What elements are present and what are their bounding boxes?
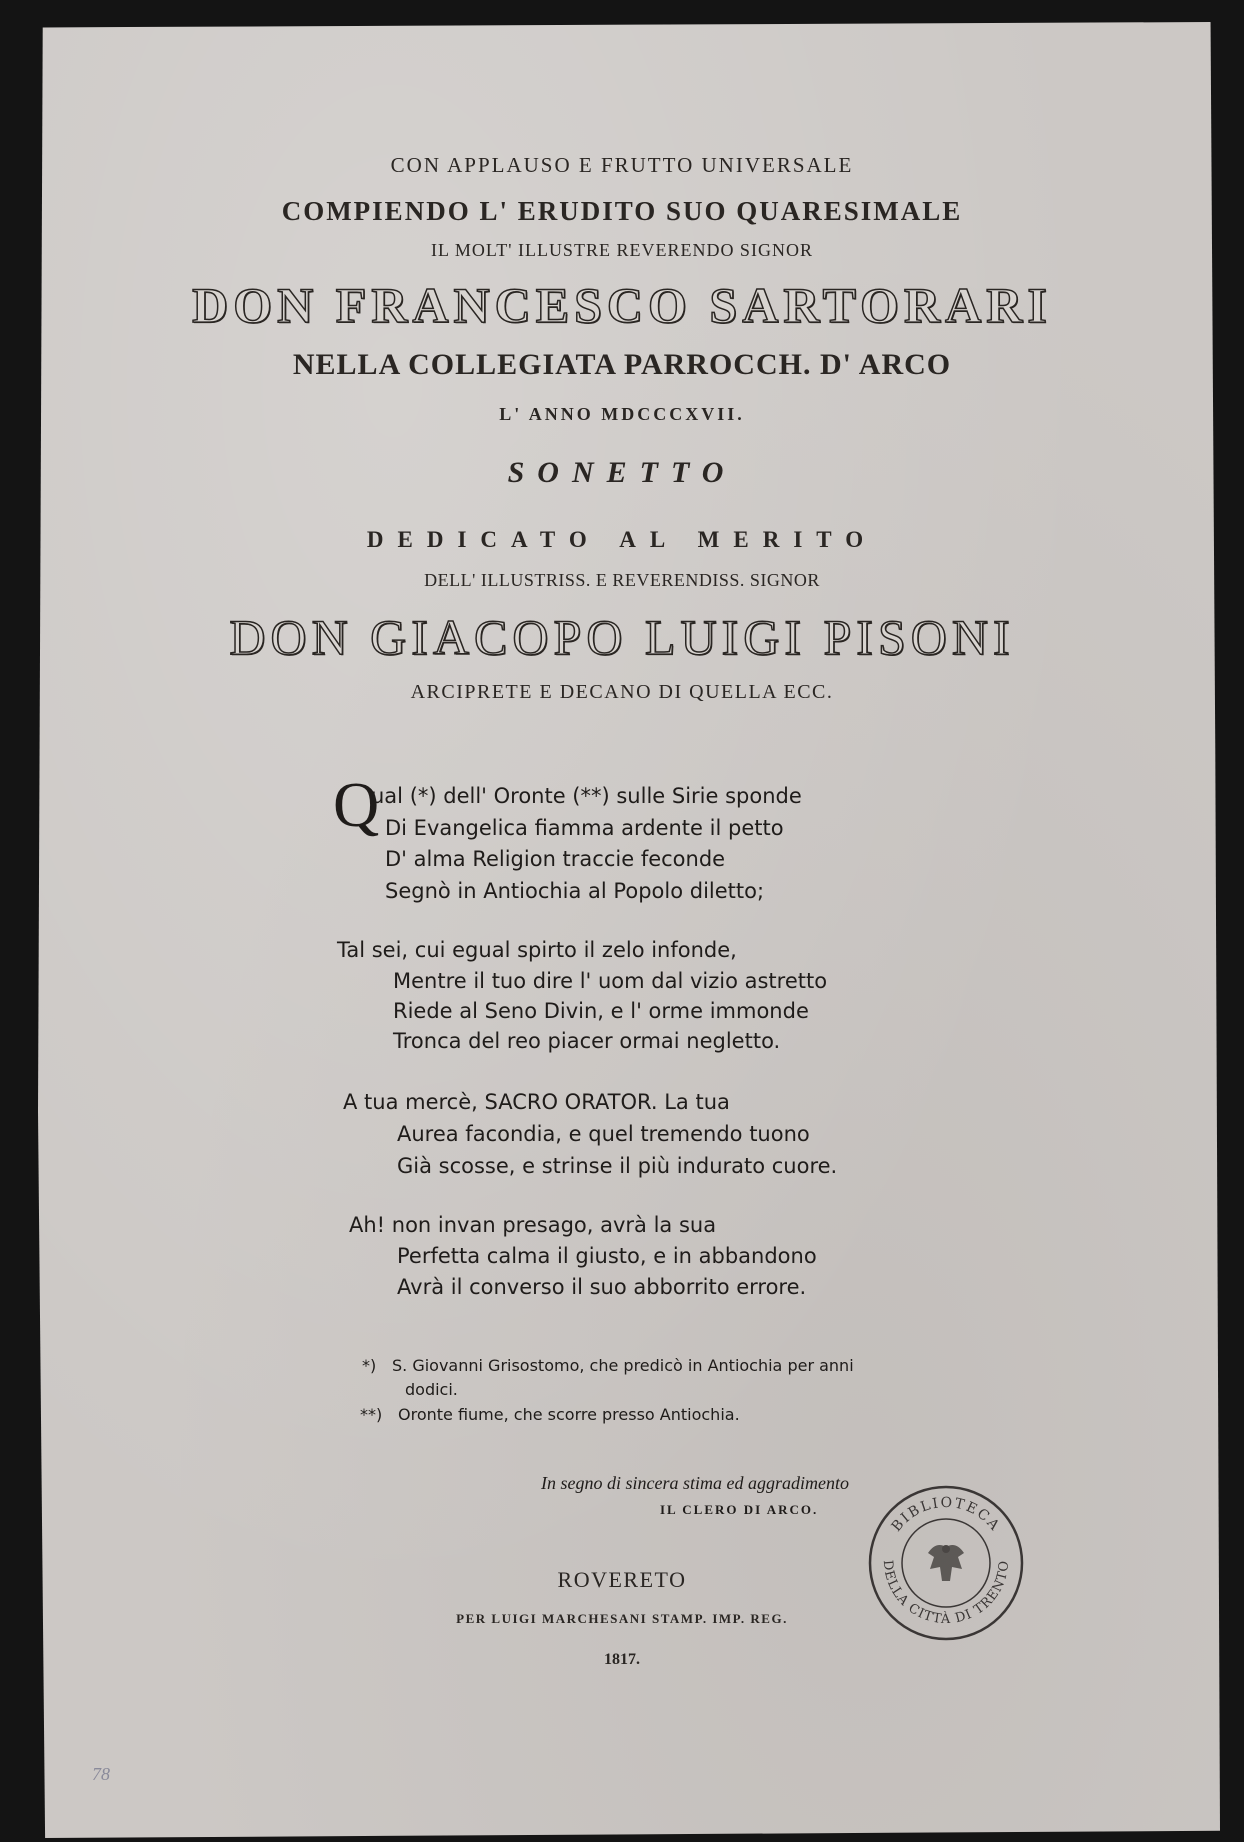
poem-line: Di Evangelica fiamma ardente il petto	[385, 816, 784, 840]
poem-line: Ah! non invan presago, avrà la sua	[349, 1213, 717, 1237]
pencil-note: 78	[92, 1764, 110, 1784]
poem-line: D' alma Religion traccie feconde	[385, 847, 726, 871]
footnote-2-text: Oronte fiume, che scorre presso Antiochia.	[398, 1405, 740, 1424]
svg-text:BIBLIOTECA	[889, 1495, 1004, 1535]
poem-line: Già scosse, e strinse il più indurato cuore.	[397, 1154, 838, 1178]
header-line-3: IL MOLT' ILLUSTRE REVERENDO SIGNOR	[431, 240, 813, 260]
drop-cap: Q	[333, 769, 380, 840]
dedication-line: DEDICATO AL MERITO	[366, 527, 878, 552]
dedicatee-name: DON GIACOPO LUIGI PISONI	[229, 609, 1015, 665]
poem-line: Tronca del reo piacer ormai negletto.	[393, 1029, 781, 1053]
poem-line: Mentre il tuo dire l' uom dal vizio astretto	[393, 969, 828, 993]
imprint-printer: PER LUIGI MARCHESANI STAMP. IMP. REG.	[456, 1611, 788, 1626]
header-line-9: DELL' ILLUSTRISS. E REVERENDISS. SIGNOR	[424, 570, 820, 590]
poem-line: ual (*) dell' Oronte (**) sulle Sirie sponde	[371, 784, 802, 808]
sonnet-title: SONETTO	[507, 456, 737, 489]
header-line-11: ARCIPRETE E DECANO DI QUELLA ECC.	[410, 681, 834, 703]
header-line-5: NELLA COLLEGIATA PARROCCH. D' ARCO	[292, 348, 952, 381]
footnote-1-mark: *)	[362, 1356, 377, 1375]
header-line-1: CON APPLAUSO E FRUTTO UNIVERSALE	[390, 153, 854, 177]
footnote-1-text: S. Giovanni Grisostomo, che predicò in Antiochia per anni	[392, 1356, 854, 1375]
poem-line: Perfetta calma il giusto, e in abbandono	[397, 1244, 817, 1268]
poem-line: Riede al Seno Divin, e l' orme immonde	[393, 999, 809, 1023]
signature-dedication: In segno di sincera stima ed aggradimento	[541, 1473, 849, 1493]
footnote-1-continuation: dodici.	[405, 1380, 458, 1399]
footnote-2-mark: **)	[360, 1405, 383, 1424]
poem-line: Aurea facondia, e quel tremendo tuono	[397, 1122, 810, 1146]
poem-line: Tal sei, cui egual spirto il zelo infonde,	[337, 938, 737, 962]
imprint-year: 1817.	[604, 1651, 640, 1668]
signature-author: IL CLERO DI ARCO.	[660, 1502, 819, 1517]
poem-line: Segnò in Antiochia al Popolo diletto;	[385, 879, 765, 903]
header-line-2: COMPIENDO L' ERUDITO SUO QUARESIMALE	[281, 196, 963, 226]
poem-line: A tua mercè, SACRO ORATOR. La tua	[343, 1090, 730, 1114]
stamp-text-top: BIBLIOTECA	[888, 1494, 1004, 1535]
honoree-name: DON FRANCESCO SARTORARI	[192, 277, 1052, 333]
imprint-city: ROVERETO	[557, 1567, 687, 1592]
poem-line: Avrà il converso il suo abborrito errore.	[397, 1275, 807, 1299]
stamp-text-bottom: DELLA CITTÀ DI TRENTO	[879, 1559, 1013, 1628]
year-line: L' ANNO MDCCCXVII.	[499, 404, 745, 424]
